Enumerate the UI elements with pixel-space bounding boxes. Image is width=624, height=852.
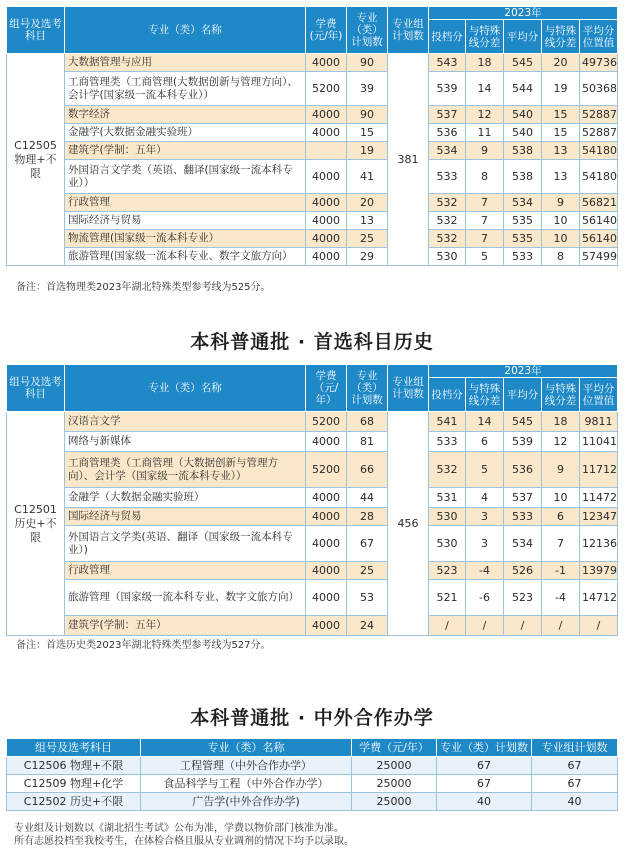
cell-avg: 535: [504, 212, 542, 230]
cell-d2: -4: [542, 580, 580, 616]
major-name: 网络与新媒体: [65, 432, 306, 452]
cell-rank: 52887: [580, 106, 618, 124]
cell-d1: 11: [466, 124, 504, 142]
cell-rank: 56140: [580, 230, 618, 248]
col-group: 组号及选考科目: [7, 7, 65, 54]
footer-line-2: 所有志愿投档至我校考生，在体检合格且服从专业调剂的情况下均予以录取。: [14, 836, 354, 847]
cell-plan: 15: [347, 124, 388, 142]
table-row: [7, 775, 618, 793]
major-name: 汉语言文学: [65, 412, 306, 432]
col-min-score: 投档分: [429, 20, 466, 54]
col-fee: 学费(元/年): [306, 7, 347, 54]
cell-avg: 535: [504, 230, 542, 248]
cell-rank: /: [580, 616, 618, 636]
col-plan: 专业（类）计划数: [347, 7, 388, 54]
cell-fee: 4000: [306, 562, 347, 580]
table-row: [7, 248, 618, 266]
cell-fee: 4000: [306, 508, 347, 526]
cell-fee: 4000: [306, 194, 347, 212]
history-admission-table: [6, 364, 618, 636]
cell-fee: 25000: [352, 793, 437, 811]
cell-min: 532: [429, 230, 466, 248]
cell-rank: 56140: [580, 212, 618, 230]
history-section-title: 本科普通批 · 首选科目历史: [190, 331, 434, 353]
table-row: [7, 54, 618, 72]
cell-min: 532: [429, 212, 466, 230]
cell-fee: 5200: [306, 72, 347, 106]
major-name: 行政管理: [65, 194, 306, 212]
cell-d1: 3: [466, 526, 504, 562]
cell-min: 541: [429, 412, 466, 432]
cell-min: 533: [429, 160, 466, 194]
col-year: 2023年: [429, 365, 618, 378]
table-row: [7, 160, 618, 194]
table-row: [7, 412, 618, 432]
major-name: 建筑学(学制：五年）: [65, 142, 306, 160]
cell-rank: 11472: [580, 488, 618, 508]
history-note: 备注：首选历史类2023年湖北特殊类型参考线为527分。: [16, 640, 271, 651]
cell-min: 530: [429, 526, 466, 562]
table-row: [7, 452, 618, 488]
col-avg-score: 平均分: [504, 378, 542, 412]
cell-fee: 4000: [306, 124, 347, 142]
cell-gplan: 67: [532, 775, 618, 793]
cell-d1: 8: [466, 160, 504, 194]
cell-group: C12506 物理+不限: [7, 757, 141, 775]
col-diff-special: 与特殊线分差: [466, 378, 504, 412]
cell-rank: 52887: [580, 124, 618, 142]
cell-fee: 4000: [306, 54, 347, 72]
cell-plan: 44: [347, 488, 388, 508]
cell-plan: 41: [347, 160, 388, 194]
col-fee: 学费（元/年）: [306, 365, 347, 412]
cell-avg: 534: [504, 194, 542, 212]
cell-d2: -1: [542, 562, 580, 580]
cell-d2: 13: [542, 160, 580, 194]
major-name: 物流管理(国家级一流本科专业）: [65, 230, 306, 248]
table-row: [7, 580, 618, 616]
cell-avg: 540: [504, 106, 542, 124]
cell-fee: 4000: [306, 432, 347, 452]
cell-avg: /: [504, 616, 542, 636]
major-name: 工商管理类（工商管理(大数据创新与管理方向）、会计学(国家级一流本科专业））: [65, 72, 306, 106]
cell-d2: 8: [542, 248, 580, 266]
table-row: [7, 488, 618, 508]
cell-min: 523: [429, 562, 466, 580]
cell-min: 530: [429, 508, 466, 526]
cell-d2: 20: [542, 54, 580, 72]
cell-fee: 4000: [306, 230, 347, 248]
col-group: 组号及选考科目: [7, 365, 65, 412]
col-min-score: 投档分: [429, 378, 466, 412]
cell-rank: 13979: [580, 562, 618, 580]
table-row: [7, 72, 618, 106]
cell-plan: 67: [437, 775, 532, 793]
col-year: 2023年: [429, 7, 618, 20]
cell-d2: 7: [542, 526, 580, 562]
cell-plan: 68: [347, 412, 388, 432]
table-row: [7, 616, 618, 636]
major-name: 外国语言文学类（英语、翻译(国家级一流本科专业））: [65, 160, 306, 194]
table-row: [7, 142, 618, 160]
cell-d2: 12: [542, 432, 580, 452]
cell-avg: 538: [504, 160, 542, 194]
t3-col-major: 专业（类）名称: [141, 739, 352, 757]
cell-min: 532: [429, 194, 466, 212]
cell-fee: 4000: [306, 212, 347, 230]
col-avg-rank: 平均分位置值: [580, 378, 618, 412]
col-group-plan: 专业组计划数: [388, 365, 429, 412]
cell-fee: 5200: [306, 452, 347, 488]
cell-d1: 5: [466, 248, 504, 266]
cell-rank: 56821: [580, 194, 618, 212]
cell-plan: 39: [347, 72, 388, 106]
cell-min: 530: [429, 248, 466, 266]
cell-fee: [306, 142, 347, 160]
cell-avg: 536: [504, 452, 542, 488]
col-diff-special: 与特殊线分差: [466, 20, 504, 54]
cell-gplan: 40: [532, 793, 618, 811]
cell-avg: 537: [504, 488, 542, 508]
table-row: [7, 757, 618, 775]
cell-fee: 4000: [306, 580, 347, 616]
cell-avg: 539: [504, 432, 542, 452]
cell-fee: 4000: [306, 616, 347, 636]
cell-avg: 544: [504, 72, 542, 106]
cell-min: 536: [429, 124, 466, 142]
cell-avg: 526: [504, 562, 542, 580]
cell-d1: /: [466, 616, 504, 636]
group-plan-count: 456: [388, 412, 429, 636]
cell-min: 532: [429, 452, 466, 488]
cell-min: 534: [429, 142, 466, 160]
cell-plan: 24: [347, 616, 388, 636]
major-name: 建筑学(学制：五年）: [65, 616, 306, 636]
major-name: 金融学(大数据金融实验班）: [65, 124, 306, 142]
cell-rank: 11712: [580, 452, 618, 488]
t3-col-fee: 学费（元/年）: [352, 739, 437, 757]
group-plan-count: 381: [388, 54, 429, 266]
cell-d1: 7: [466, 230, 504, 248]
cell-plan: 81: [347, 432, 388, 452]
table-row: [7, 432, 618, 452]
cell-plan: 67: [437, 757, 532, 775]
cell-fee: 5200: [306, 412, 347, 432]
cell-d2: 18: [542, 412, 580, 432]
cell-rank: 49736: [580, 54, 618, 72]
cell-d2: 9: [542, 194, 580, 212]
major-name: 大数据管理与应用: [65, 54, 306, 72]
cell-avg: 523: [504, 580, 542, 616]
cell-gplan: 67: [532, 757, 618, 775]
cell-d1: 4: [466, 488, 504, 508]
cell-min: 533: [429, 432, 466, 452]
cell-avg: 545: [504, 412, 542, 432]
cell-plan: 20: [347, 194, 388, 212]
t3-col-group: 组号及选考科目: [7, 739, 141, 757]
cell-d1: 14: [466, 412, 504, 432]
cell-d1: 12: [466, 106, 504, 124]
cell-rank: 50368: [580, 72, 618, 106]
cell-rank: 57499: [580, 248, 618, 266]
cell-d2: 9: [542, 452, 580, 488]
major-name: 外国语言文学类(英语、翻译（国家级一流本科专业）): [65, 526, 306, 562]
cell-fee: 25000: [352, 775, 437, 793]
cell-min: 531: [429, 488, 466, 508]
major-name: 旅游管理（国家级一流本科专业、数字文旅方向）: [65, 580, 306, 616]
cell-d1: -4: [466, 562, 504, 580]
col-diff-special-avg: 与特殊线分差: [542, 378, 580, 412]
cell-d2: 10: [542, 230, 580, 248]
table-row: [7, 106, 618, 124]
cell-fee: 4000: [306, 160, 347, 194]
cell-d1: 5: [466, 452, 504, 488]
footer-line-1: 专业组及计划数以《湖北招生考试》公布为准，学费以物价部门核准为准。: [14, 823, 344, 834]
col-avg-rank: 平均分位置值: [580, 20, 618, 54]
cell-plan: 90: [347, 106, 388, 124]
cell-d1: 6: [466, 432, 504, 452]
cell-fee: 4000: [306, 488, 347, 508]
major-name: 国际经济与贸易: [65, 508, 306, 526]
cell-min: 539: [429, 72, 466, 106]
major-name: 金融学（大数据金融实验班）: [65, 488, 306, 508]
cell-plan: 67: [347, 526, 388, 562]
cell-avg: 534: [504, 526, 542, 562]
cell-fee: 4000: [306, 526, 347, 562]
cell-group: C12509 物理+化学: [7, 775, 141, 793]
cell-rank: 14712: [580, 580, 618, 616]
cell-avg: 533: [504, 508, 542, 526]
col-plan: 专业（类）计划数: [347, 365, 388, 412]
cell-min: 543: [429, 54, 466, 72]
cell-fee: 4000: [306, 106, 347, 124]
cell-d2: 10: [542, 488, 580, 508]
cell-fee: 25000: [352, 757, 437, 775]
table-row: [7, 194, 618, 212]
cell-d1: 7: [466, 212, 504, 230]
cell-plan: 66: [347, 452, 388, 488]
table-row: [7, 793, 618, 811]
major-name: 行政管理: [65, 562, 306, 580]
cell-plan: 29: [347, 248, 388, 266]
cell-d2: 13: [542, 142, 580, 160]
cell-major: 食品科学与工程（中外合作办学）: [141, 775, 352, 793]
sino-foreign-section-title: 本科普通批 · 中外合作办学: [190, 707, 434, 729]
cell-plan: 53: [347, 580, 388, 616]
sino-foreign-table: [6, 738, 618, 811]
cell-avg: 540: [504, 124, 542, 142]
cell-min: 537: [429, 106, 466, 124]
t3-col-group-plan: 专业组计划数: [532, 739, 618, 757]
cell-plan: 19: [347, 142, 388, 160]
cell-d1: 7: [466, 194, 504, 212]
major-name: 旅游管理(国家级一流本科专业、数字文旅方向）: [65, 248, 306, 266]
cell-d2: /: [542, 616, 580, 636]
cell-rank: 11041: [580, 432, 618, 452]
cell-avg: 545: [504, 54, 542, 72]
table-row: [7, 124, 618, 142]
cell-min: /: [429, 616, 466, 636]
cell-d2: 10: [542, 212, 580, 230]
cell-rank: 9811: [580, 412, 618, 432]
cell-major: 工程管理（中外合作办学）: [141, 757, 352, 775]
cell-avg: 533: [504, 248, 542, 266]
group-label: C12501 历史+不限: [7, 412, 65, 636]
cell-plan: 28: [347, 508, 388, 526]
cell-d2: 15: [542, 106, 580, 124]
table-row: [7, 212, 618, 230]
table-row: [7, 230, 618, 248]
cell-d2: 19: [542, 72, 580, 106]
cell-rank: 54180: [580, 142, 618, 160]
cell-plan: 13: [347, 212, 388, 230]
cell-d1: 14: [466, 72, 504, 106]
col-major: 专业（类）名称: [65, 365, 306, 412]
cell-d2: 15: [542, 124, 580, 142]
table-row: [7, 526, 618, 562]
table-row: [7, 562, 618, 580]
cell-plan: 40: [437, 793, 532, 811]
t3-col-plan: 专业（类）计划数: [437, 739, 532, 757]
cell-d1: 18: [466, 54, 504, 72]
major-name: 国际经济与贸易: [65, 212, 306, 230]
cell-rank: 54180: [580, 160, 618, 194]
cell-avg: 538: [504, 142, 542, 160]
cell-d2: 6: [542, 508, 580, 526]
cell-d1: 9: [466, 142, 504, 160]
cell-rank: 12347: [580, 508, 618, 526]
col-group-plan: 专业组计划数: [388, 7, 429, 54]
physics-admission-table: [6, 6, 618, 266]
cell-major: 广告学(中外合作办学): [141, 793, 352, 811]
group-label: C12505 物理+不限: [7, 54, 65, 266]
cell-min: 521: [429, 580, 466, 616]
major-name: 数字经济: [65, 106, 306, 124]
cell-plan: 90: [347, 54, 388, 72]
cell-plan: 25: [347, 230, 388, 248]
col-diff-special-avg: 与特殊线分差: [542, 20, 580, 54]
major-name: 工商管理类（工商管理（大数据创新与管理方向）、会计学（国家级一流本科专业））: [65, 452, 306, 488]
table-row: [7, 508, 618, 526]
cell-d1: -6: [466, 580, 504, 616]
cell-plan: 25: [347, 562, 388, 580]
cell-group: C12502 历史+不限: [7, 793, 141, 811]
cell-rank: 12136: [580, 526, 618, 562]
physics-note: 备注：首选物理类2023年湖北特殊类型参考线为525分。: [16, 282, 271, 293]
col-avg-score: 平均分: [504, 20, 542, 54]
col-major: 专业（类）名称: [65, 7, 306, 54]
cell-d1: 3: [466, 508, 504, 526]
cell-fee: 4000: [306, 248, 347, 266]
